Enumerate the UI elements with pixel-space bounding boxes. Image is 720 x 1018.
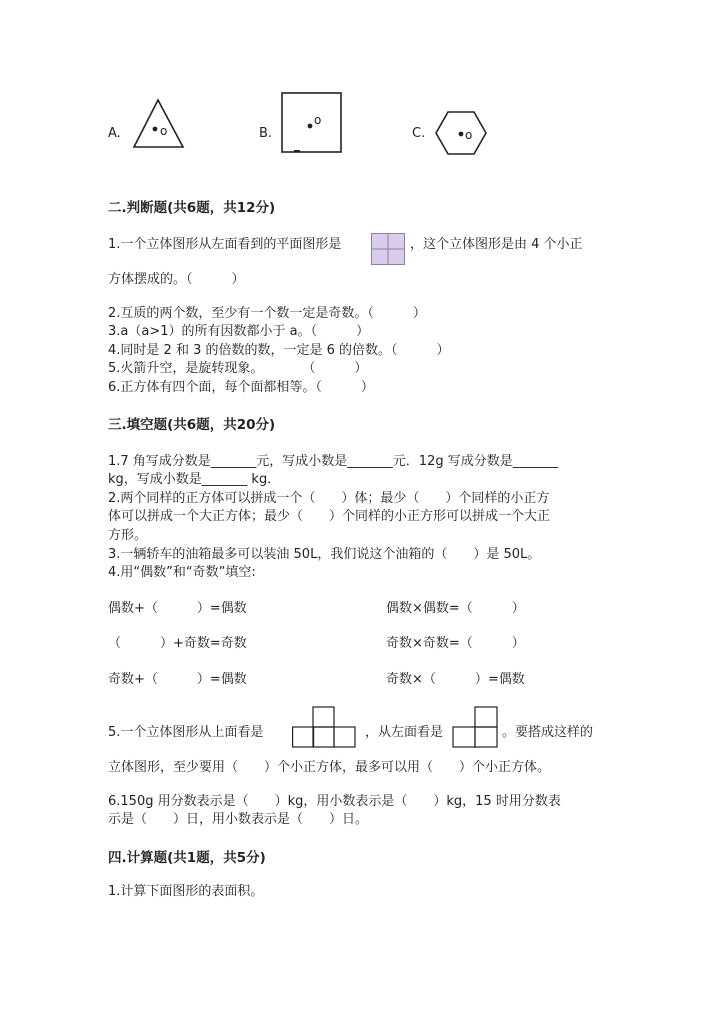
left-view-grid-figure <box>371 233 405 265</box>
option-a-label: A. <box>108 126 121 141</box>
s2-q1-part3: 方体摆成的。（ ） <box>108 272 245 287</box>
s2-q2: 2.互质的两个数，至少有一个数一定是奇数。（ ） <box>108 306 426 321</box>
left-view-figure <box>452 706 498 748</box>
s3-q4-item-5: 奇数+（ ）=偶数 <box>108 672 247 687</box>
s2-q6: 6.正方体有四个面，每个面都相等。（ ） <box>108 380 374 395</box>
s3-q4-item-2: 偶数×偶数=（ ） <box>386 601 525 616</box>
s3-q4-item-6: 奇数×（ ）=偶数 <box>386 672 525 687</box>
s3-q4: 4.用“偶数”和“奇数”填空: <box>108 565 256 580</box>
s3-q4-item-1: 偶数+（ ）=偶数 <box>108 601 247 616</box>
s3-q2-line1: 2.两个同样的正方体可以拼成一个（ ）体；最少（ ）个同样的小正方 <box>108 491 550 506</box>
top-view-figure <box>292 706 356 748</box>
section3-title: 三.填空题(共6题，共20分) <box>108 417 276 433</box>
hexagon-with-dot-icon <box>435 111 487 157</box>
s3-q5-line2: 立体图形，至少要用（ ）个小正方体，最多可以用（ ）个小正方体。 <box>108 760 551 775</box>
s3-q5-part2: ，从左面看是 <box>365 725 444 740</box>
section4-title: 四.计算题(共1题，共5分) <box>108 850 266 866</box>
s3-q1-line2: kg，写成小数是_______ kg． <box>108 472 281 487</box>
triangle-with-dot-icon <box>133 98 185 150</box>
option-a-letter: o <box>160 124 168 138</box>
s2-q1-part2: ，这个立体图形是由 4 个小正 <box>410 237 583 252</box>
section2-title: 二.判断题(共6题，共12分) <box>108 200 276 216</box>
s2-q3: 3.a（a>1）的所有因数都小于 a。（ ） <box>108 324 370 339</box>
s2-q4: 4.同时是 2 和 3 的倍数的数，一定是 6 的倍数。（ ） <box>108 343 450 358</box>
s3-q1-line1: 1.7 角写成分数是_______元，写成小数是_______元．12g 写成分数是_______ <box>108 454 559 469</box>
s3-q6-line1: 6.150g 用分数表示是（ ）kg，用小数表示是（ ）kg，15 时用分数表 <box>108 794 561 809</box>
option-b-letter: o <box>314 113 322 127</box>
option-b-label: B. <box>259 126 273 141</box>
s3-q5-part1: 5.一个立体图形从上面看是 <box>108 725 264 740</box>
s3-q3: 3.一辆轿车的油箱最多可以装油 50L，我们说这个油箱的（ ）是 50L。 <box>108 547 541 562</box>
square-with-dot-icon <box>281 92 343 154</box>
option-c-letter: o <box>465 128 473 142</box>
s3-q4-item-3: （ ）+奇数=奇数 <box>108 636 247 651</box>
s3-q4-item-4: 奇数×奇数=（ ） <box>386 636 525 651</box>
s3-q2-line3: 方形。 <box>108 528 148 543</box>
s2-q5: 5.火箭升空，是旋转现象。 （ ） <box>108 361 368 376</box>
s3-q6-line2: 示是（ ）日，用小数表示是（ ）日。 <box>108 812 369 827</box>
s2-q1-part1: 1.一个立体图形从左面看到的平面图形是 <box>108 237 342 252</box>
option-c-label: C. <box>412 126 426 141</box>
s3-q5-part3: 。要搭成这样的 <box>502 725 594 740</box>
s3-q2-line2: 体可以拼成一个大正方体；最少（ ）个同样的小正方形可以拼成一个大正 <box>108 509 551 524</box>
s4-q1: 1.计算下面图形的表面积。 <box>108 884 264 899</box>
